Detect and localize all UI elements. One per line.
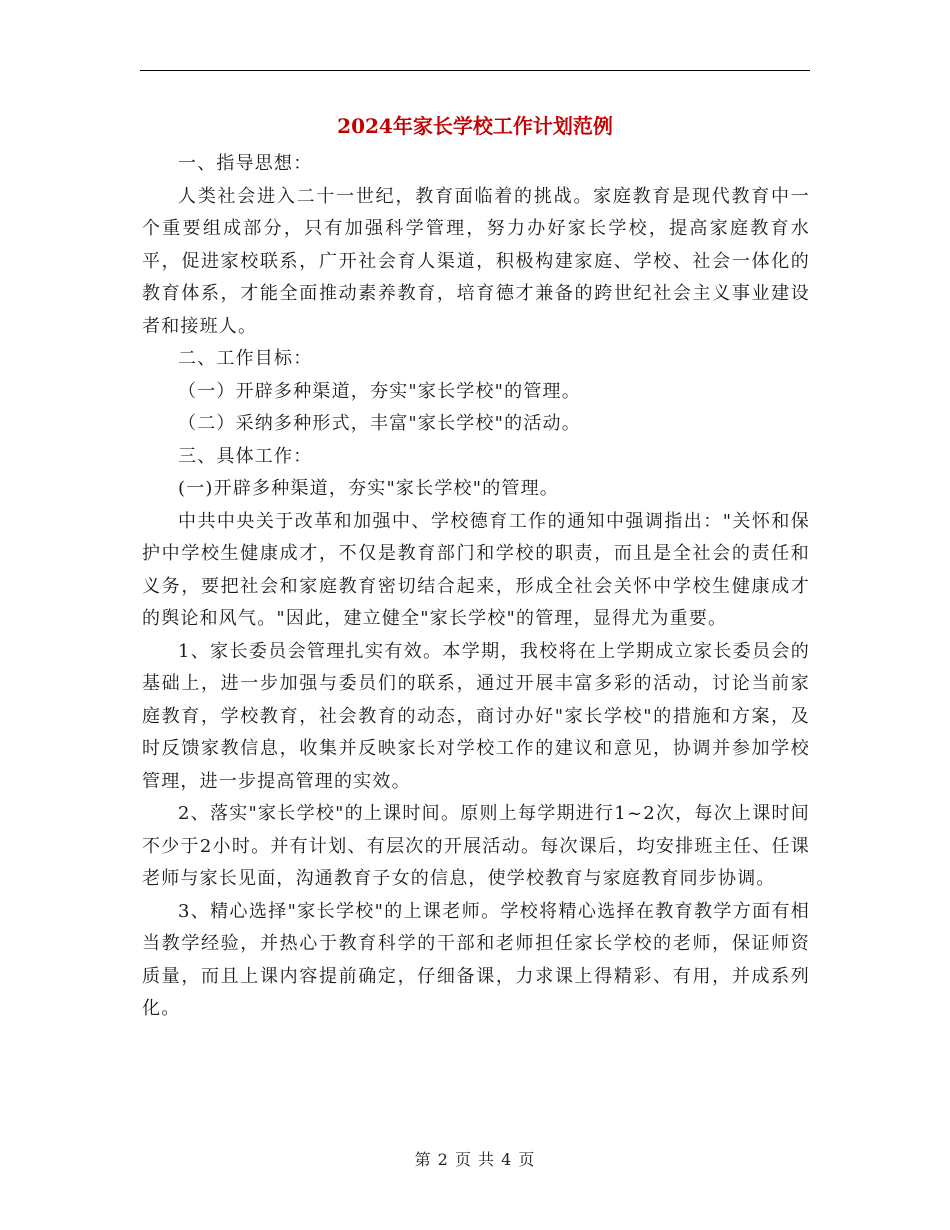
subsection-heading-1: (一)开辟多种渠道，夯实"家长学校"的管理。 [178,478,560,499]
goal-item-2: （二）采纳多种形式，丰富"家长学校"的活动。 [178,413,581,434]
page-number-footer: 第 2 页 共 4 页 [414,1150,536,1169]
paragraph-item-1-parent-committee: 1、家长委员会管理扎实有效。本学期，我校将在上学期成立家长委员会的基础上，进一步加强与委员们的联系，通过开展丰富多彩的活动，讨论当前家庭教育，学校教育，社会教育的动态，商讨办好"家长学校"的措施和方案，及时反馈家教信息，收集并反映家长对学校工作的建议和意见，协调并参加学校管理，进一步提高管理的实效。 [142,640,810,792]
section-heading-guiding-ideology: 一、指导思想： [178,153,313,174]
document-title: 2024年家长学校工作计划范例 [337,114,613,138]
document-body [142,148,810,1026]
section-heading-specific-work: 三、具体工作： [178,445,313,467]
header-rule [140,70,810,71]
goal-item-1: （一）开辟多种渠道，夯实"家长学校"的管理。 [178,380,581,402]
section-heading-work-goals: 二、工作目标： [178,348,313,369]
paragraph-guiding-ideology: 人类社会进入二十一世纪，教育面临着的挑战。家庭教育是现代教育中一个重要组成部分，只有加强科学管理，努力办好家长学校，提高家庭教育水平，促进家校联系，广开社会育人渠道，积极构建家庭、学校、社会一体化的教育体系，才能全面推动素养教育，培育德才兼备的跨世纪社会主义事业建设者和接班人。 [142,185,810,337]
paragraph-central-notice: 中共中央关于改革和加强中、学校德育工作的通知中强调指出："关怀和保护中学校生健康成才，不仅是教育部门和学校的职责，而且是全社会的责任和义务，要把社会和家庭教育密切结合起来，形成全社会关怀中学校生健康成才的舆论和风气。"因此，建立健全"家长学校"的管理，显得尤为重要。 [142,510,810,629]
paragraph-item-3-teachers: 3、精心选择"家长学校"的上课老师。学校将精心选择在教育教学方面有相当教学经验，并热心于教育科学的干部和老师担任家长学校的老师，保证师资质量，而且上课内容提前确定，仔细备课，力求课上得精彩、有用，并成系列化。 [142,900,810,1019]
paragraph-item-2-class-time: 2、落实"家长学校"的上课时间。原则上每学期进行1~2次，每次上课时间不少于2小时。并有计划、有层次的开展活动。每次课后，均安排班主任、任课老师与家长见面，沟通教育子女的信息，使学校教育与家庭教育同步协调。 [142,803,810,889]
